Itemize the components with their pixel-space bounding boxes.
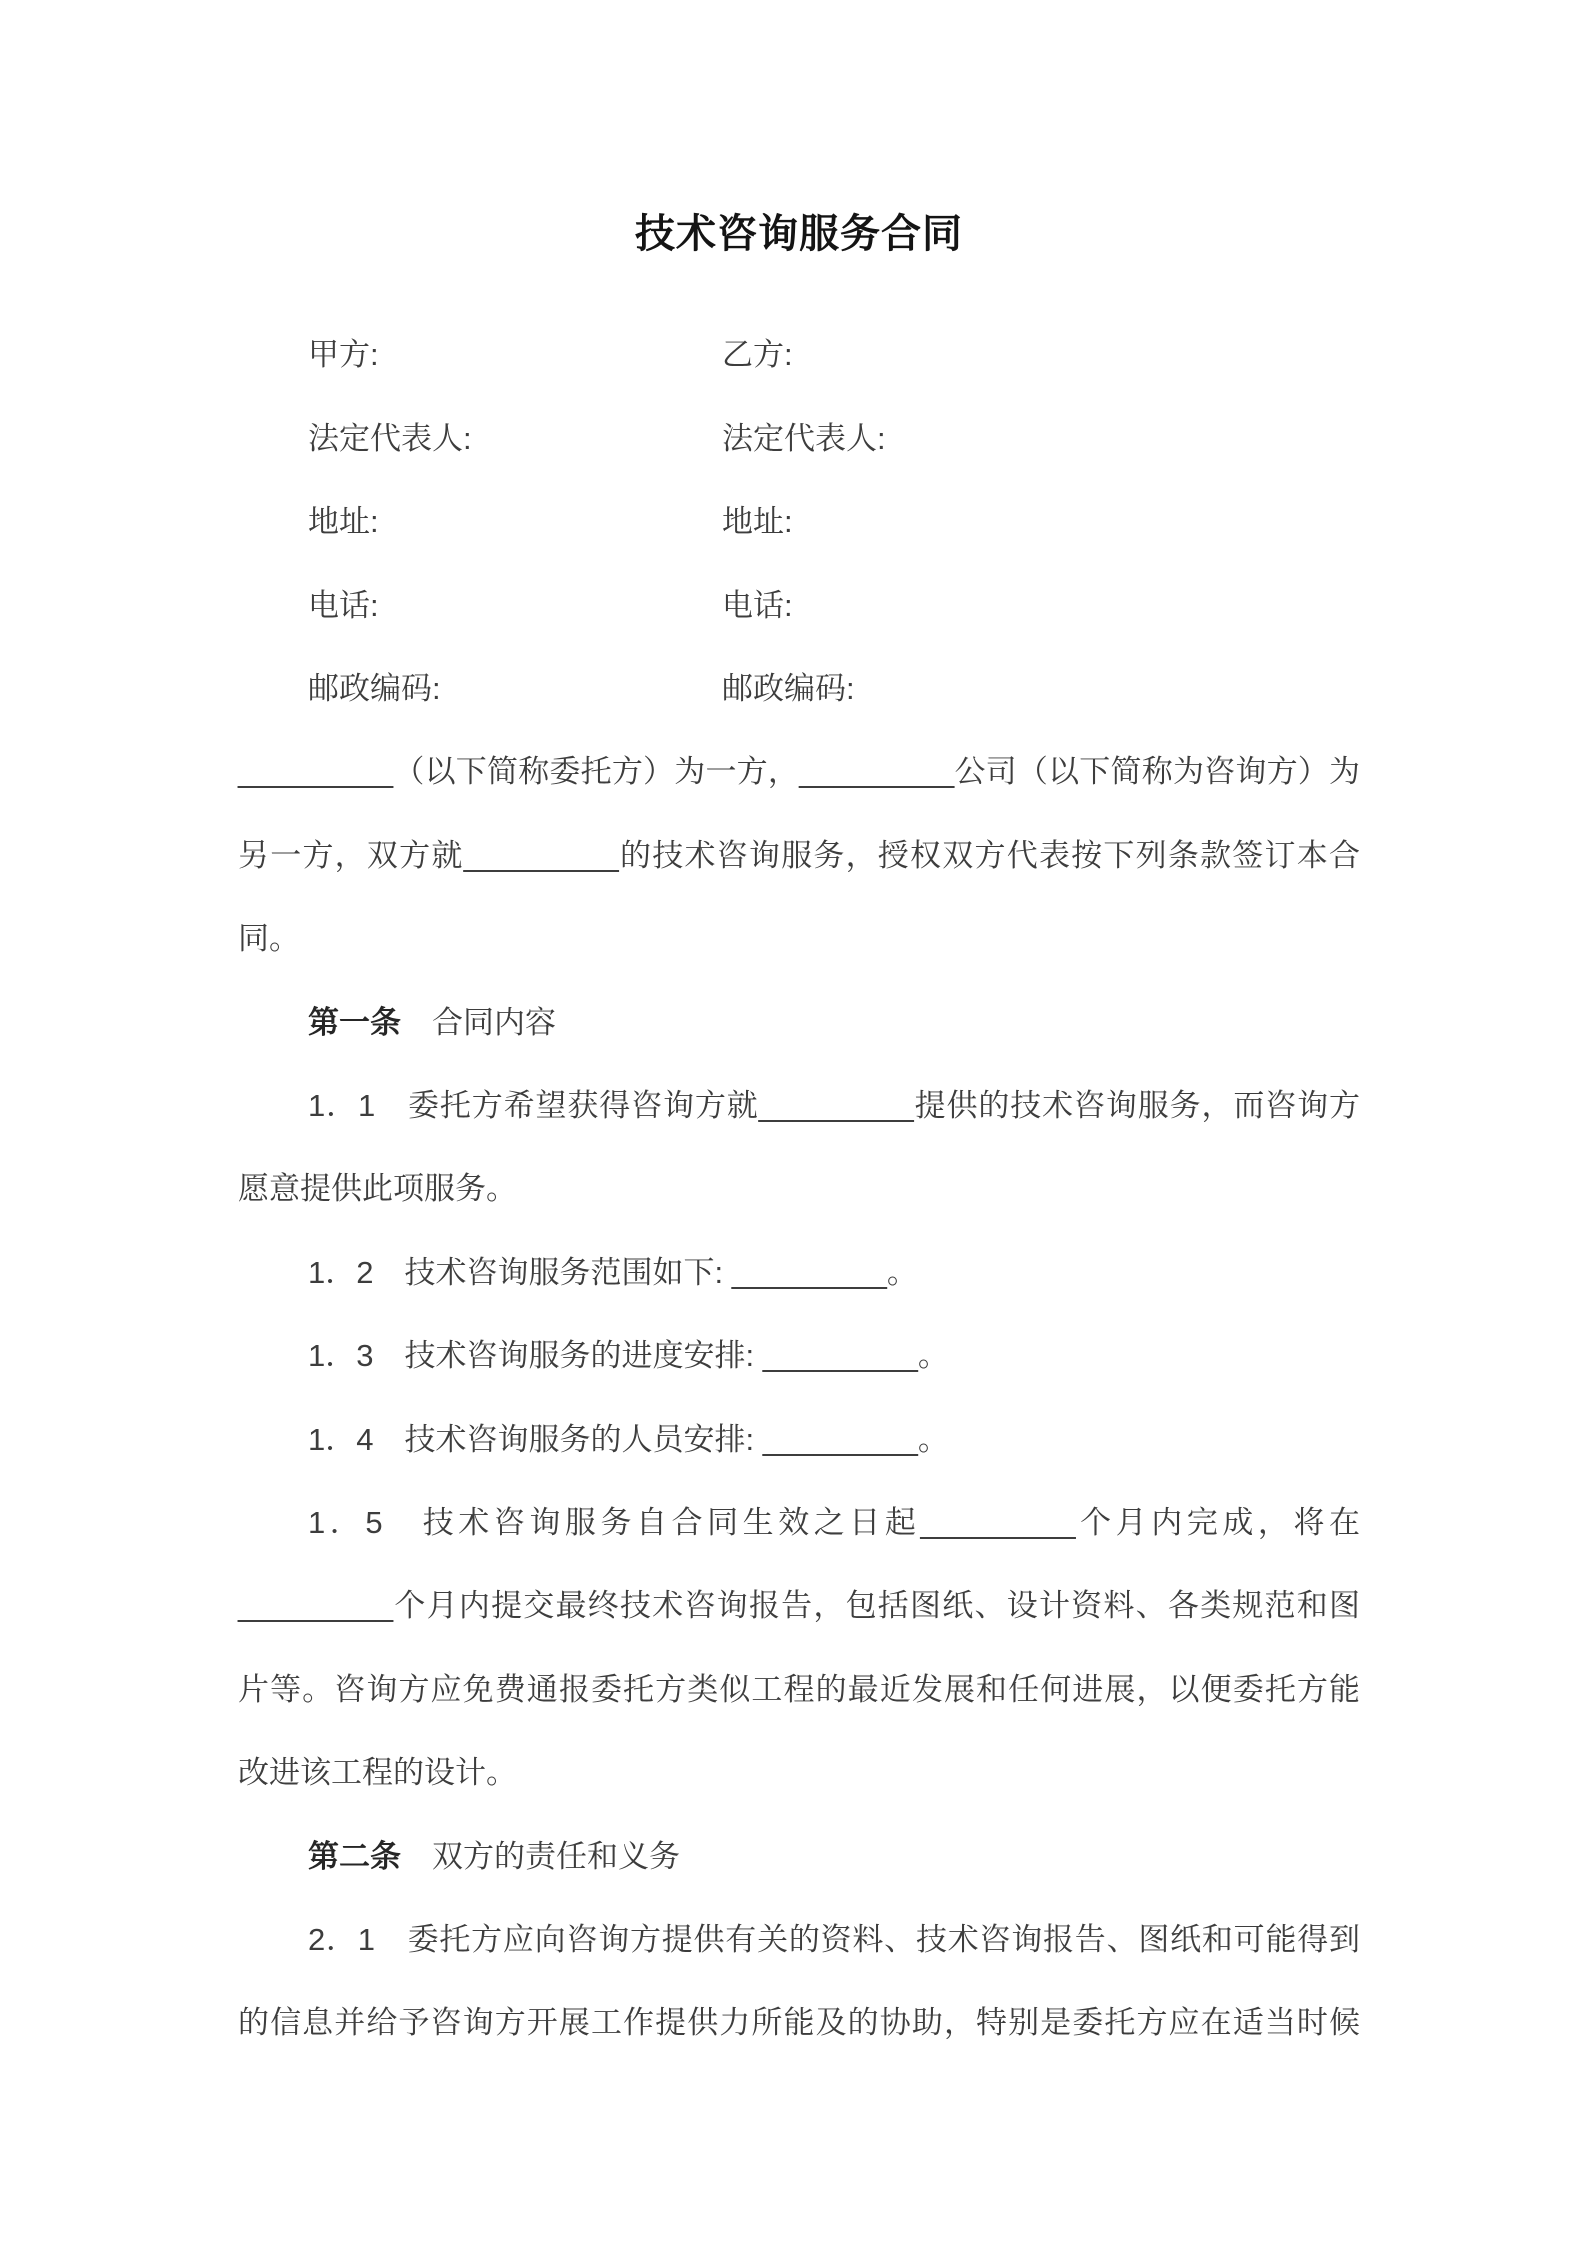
clause-1-5-line-1: 1．5 技术咨询服务自合同生效之日起_________个月内完成，将在: [308, 1505, 1360, 1541]
party-b-postcode-label: 邮政编码:: [722, 670, 855, 706]
party-a-address-label: 地址:: [308, 504, 379, 540]
clause-1-1-line-2: 愿意提供此项服务。: [238, 1171, 517, 1207]
clause-1-5-line-4: 改进该工程的设计。: [238, 1755, 517, 1791]
party-a-phone-label: 电话:: [308, 587, 379, 623]
party-row-name: [238, 313, 1360, 396]
clause-1-1-line-1: 1．1 委托方希望获得咨询方就_________提供的技术咨询服务，而咨询方: [308, 1087, 1360, 1123]
party-b-address-label: 地址:: [722, 504, 793, 540]
party-row-legal-rep: [238, 397, 1360, 480]
section-1-heading: [238, 981, 1360, 1064]
party-row-phone: [238, 564, 1360, 647]
party-b-phone-label: 电话:: [722, 587, 793, 623]
clause-2-1-line-1: 2．1 委托方应向咨询方提供有关的资料、技术咨询报告、图纸和可能得到: [308, 1922, 1360, 1958]
clause-2-1-line-2: 的信息并给予咨询方开展工作提供力所能及的协助，特别是委托方应在适当时候: [238, 2005, 1360, 2041]
section-2-heading: [238, 1815, 1360, 1898]
party-b-label: 乙方:: [722, 337, 793, 373]
section-1-number: 第一条: [308, 1004, 401, 1040]
clause-1-5-line-2: _________个月内提交最终技术咨询报告，包括图纸、设计资料、各类规范和图: [238, 1588, 1360, 1624]
clause-1-3: 1．3 技术咨询服务的进度安排: _________。: [308, 1338, 949, 1374]
contract-content: [238, 0, 1360, 2065]
party-row-postcode: [238, 647, 1360, 730]
party-a-legal-rep-label: 法定代表人:: [308, 420, 472, 456]
intro-line-1: _________（以下简称委托方）为一方，_________公司（以下简称为咨询方）为: [238, 754, 1360, 790]
clause-1-4: 1．4 技术咨询服务的人员安排: _________。: [308, 1421, 949, 1457]
party-a-label: 甲方:: [308, 337, 379, 373]
section-1-title: 合同内容: [401, 1004, 556, 1040]
section-2-number: 第二条: [308, 1838, 401, 1874]
party-row-address: [238, 480, 1360, 563]
contract-title: 技术咨询服务合同: [635, 212, 963, 256]
clause-1-2: 1．2 技术咨询服务范围如下: _________。: [308, 1254, 918, 1290]
intro-line-3: 同。: [238, 921, 300, 957]
party-a-postcode-label: 邮政编码:: [308, 670, 441, 706]
section-2-title: 双方的责任和义务: [401, 1838, 680, 1874]
party-b-legal-rep-label: 法定代表人:: [722, 420, 886, 456]
clause-1-5-line-3: 片等。咨询方应免费通报委托方类似工程的最近发展和任何进展，以便委托方能: [238, 1671, 1360, 1707]
intro-line-2: 另一方，双方就_________的技术咨询服务，授权双方代表按下列条款签订本合: [238, 837, 1360, 873]
